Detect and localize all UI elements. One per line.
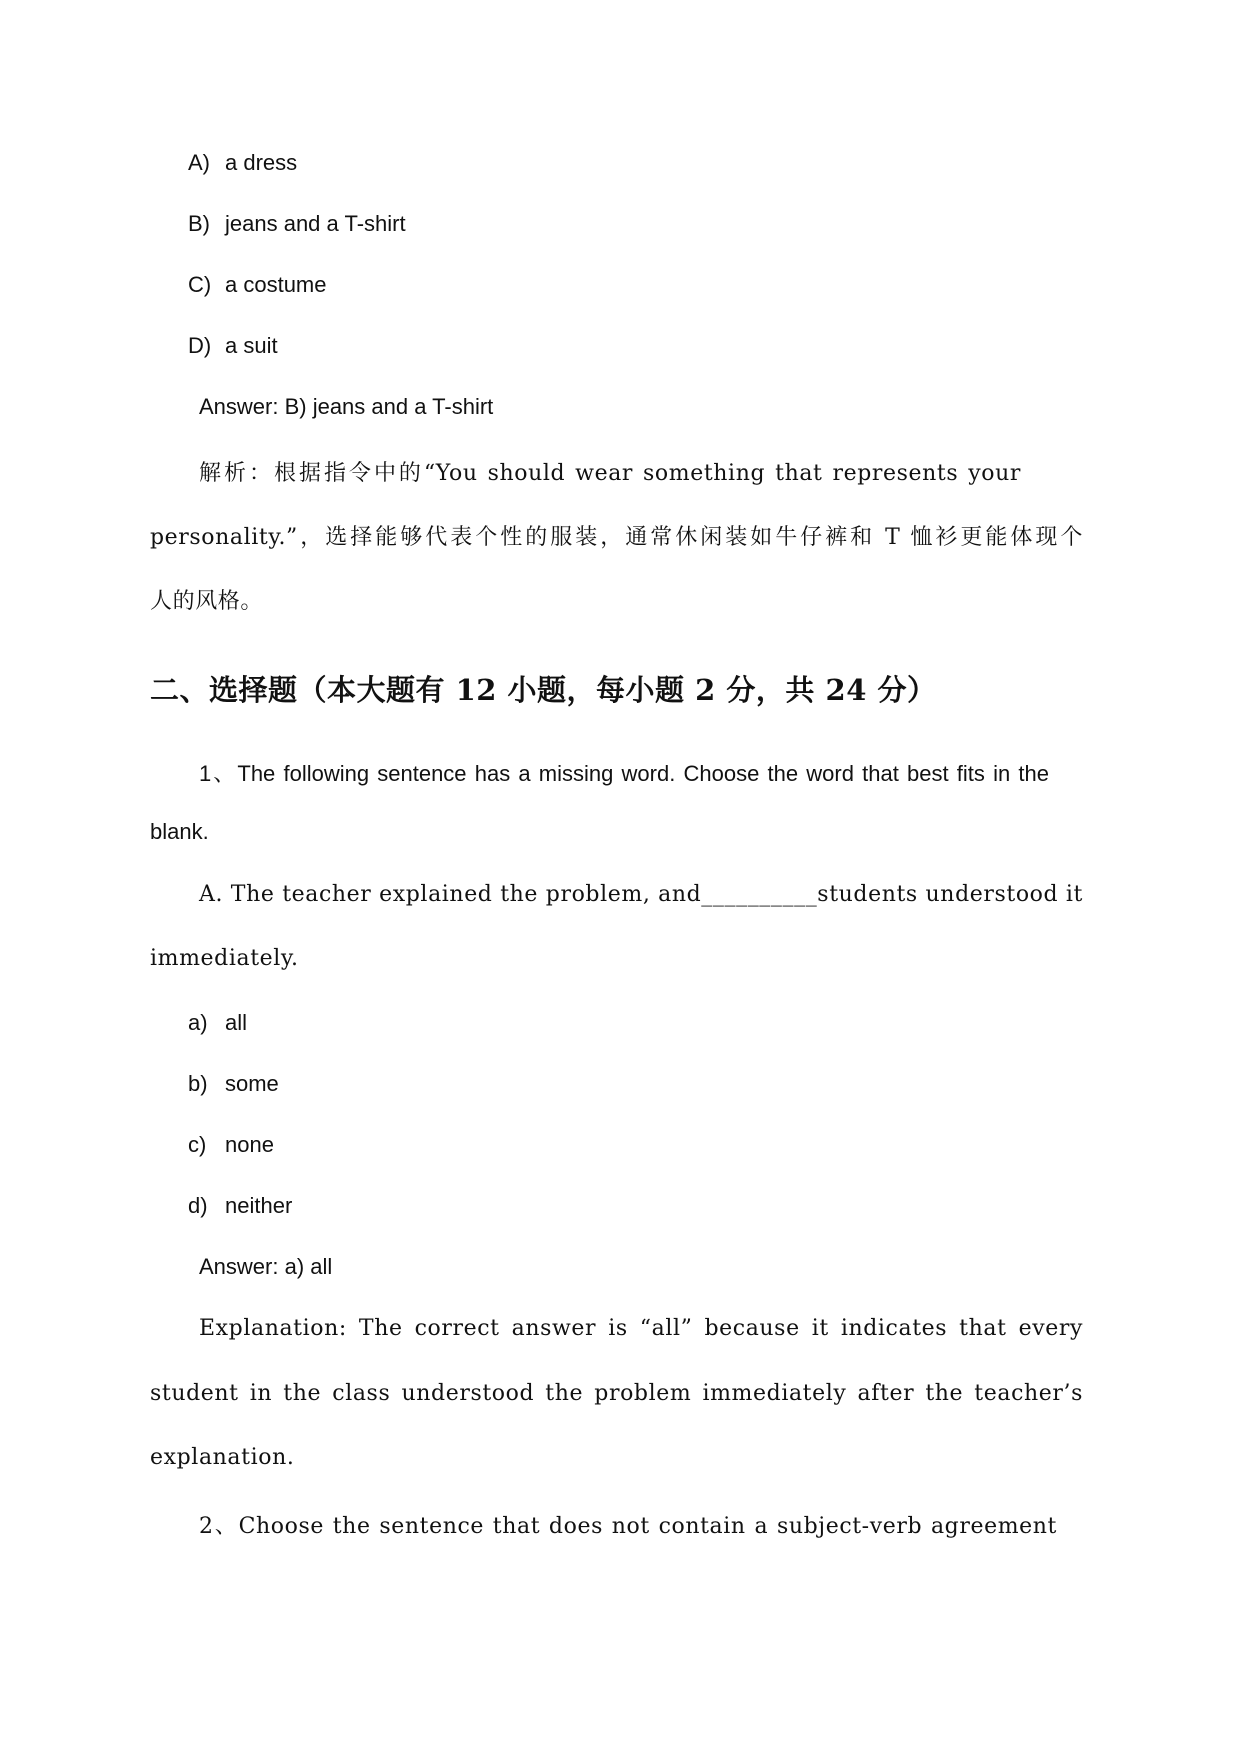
q1-option-c: [188, 1132, 274, 1158]
option-text: neither: [225, 1193, 293, 1218]
q1-prompt-line-1: 1、The following sentence has a missing word. Choose the word that best fits in the: [199, 761, 1049, 786]
q2-prompt-line-1: 2、Choose the sentence that does not contain a subject-verb agreement: [199, 1514, 1057, 1539]
option-b: [188, 211, 406, 237]
section-heading: 二、选择题（本大题有 12 小题，每小题 2 分，共 24 分）: [150, 673, 937, 707]
option-letter: C): [188, 272, 212, 297]
option-c: [188, 272, 327, 298]
q1-sentence-line-1: A. The teacher explained the problem, and__________students understood it: [199, 882, 1083, 907]
analysis-line-1: 解析：根据指令中的“You should wear something that represents your: [199, 461, 1021, 486]
q1-sentence-line-2: immediately.: [150, 946, 299, 971]
option-a: [188, 150, 297, 176]
option-text: a costume: [225, 272, 327, 297]
q1-prompt-line-2: blank.: [150, 819, 209, 844]
option-letter: c): [188, 1132, 207, 1157]
option-d: [188, 333, 278, 359]
q1-explanation-line-1: Explanation: The correct answer is “all” because it indicates that every: [199, 1316, 1083, 1341]
option-text: none: [225, 1132, 274, 1157]
option-letter: b): [188, 1071, 208, 1096]
answer-line: Answer: B) jeans and a T-shirt: [199, 394, 494, 419]
analysis-line-2: personality.”，选择能够代表个性的服装，通常休闲装如牛仔裤和 T 恤衫更能体现个: [150, 525, 1083, 550]
option-letter: d): [188, 1193, 208, 1218]
q1-explanation-line-2: student in the class understood the problem immediately after the teacher’s: [150, 1381, 1083, 1406]
option-text: a dress: [225, 150, 298, 175]
q1-answer: Answer: a) all: [199, 1254, 333, 1279]
option-letter: a): [188, 1010, 208, 1035]
option-letter: A): [188, 150, 210, 175]
q1-option-b: [188, 1071, 279, 1097]
analysis-line-3: 人的风格。: [150, 589, 264, 614]
option-text: a suit: [225, 333, 278, 358]
q1-option-d: [188, 1193, 292, 1219]
option-text: jeans and a T-shirt: [225, 211, 406, 236]
option-letter: D): [188, 333, 212, 358]
option-text: some: [225, 1071, 279, 1096]
q1-option-a: [188, 1010, 247, 1036]
option-letter: B): [188, 211, 210, 236]
option-text: all: [225, 1010, 248, 1035]
q1-explanation-line-3: explanation.: [150, 1445, 295, 1470]
